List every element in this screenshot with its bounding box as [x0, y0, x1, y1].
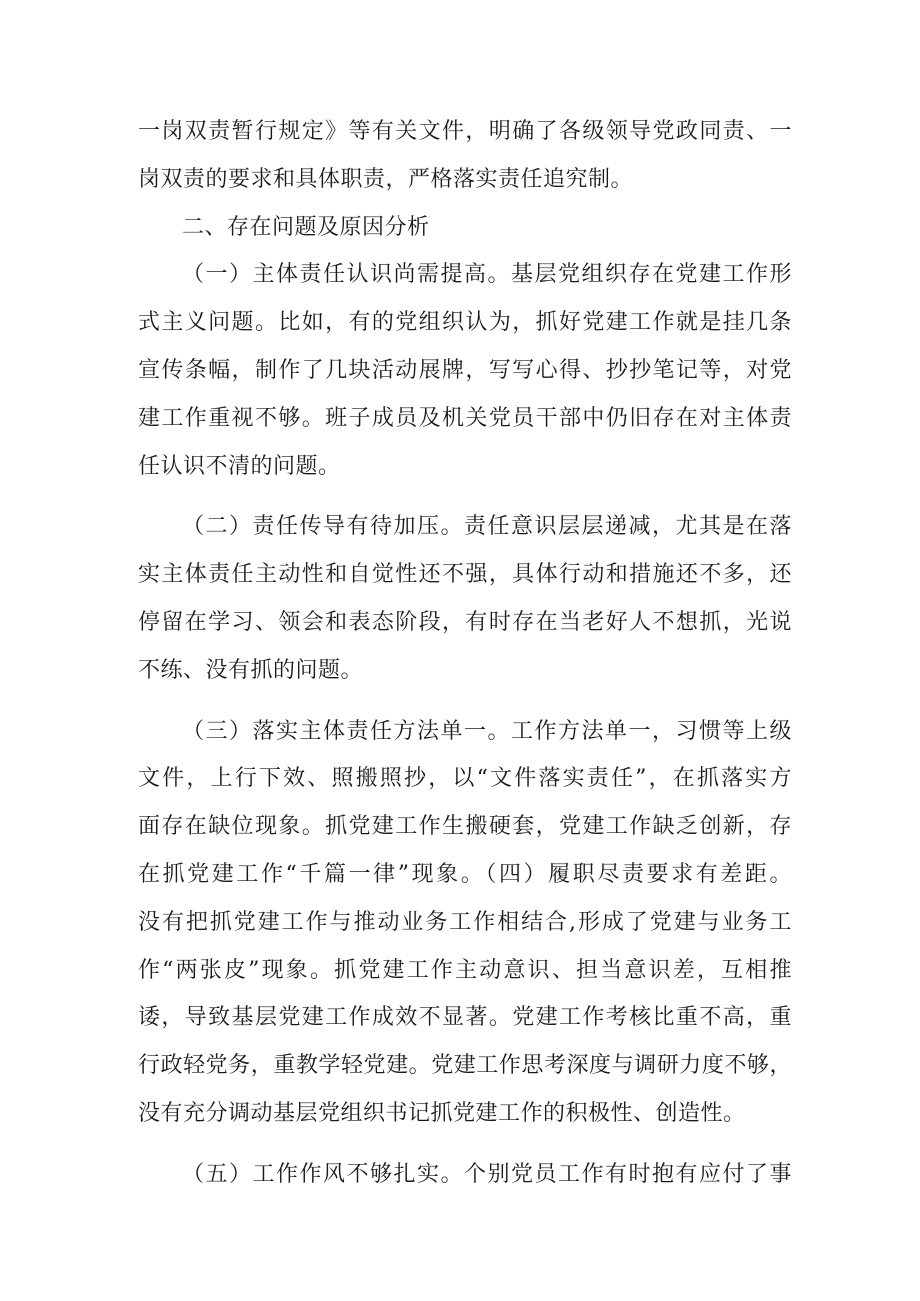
text-line: 岗双责的要求和具体职责，严格落实责任追究制。 — [138, 166, 634, 192]
text-line: （一）主体责任认识尚需提高。基层党组织存在党建工作形 — [182, 262, 792, 288]
text-line: 一岗双责暂行规定》等有关文件，明确了各级领导党政同责、一 — [138, 119, 792, 144]
text-line: 建工作重视不够。班子成员及机关党员干部中仍旧存在对主体责 — [138, 405, 792, 431]
document-body — [138, 108, 792, 1199]
text-line: 任认识不清的问题。 — [138, 453, 341, 479]
text-line: （三）落实主体责任方法单一。工作方法单一，习惯等上级 — [182, 718, 792, 744]
text-line: 宣传条幅，制作了几块活动展牌，写写心得、抄抄笔记等，对党 — [138, 357, 792, 383]
text-line: 没有把抓党建工作与推动业务工作相结合,形成了党建与业务工 — [138, 909, 792, 935]
text-line: 不练、没有抓的问题。 — [138, 657, 364, 683]
text-line: 在抓党建工作“千篇一律”现象。（四）履职尽责要求有差距。 — [138, 861, 792, 887]
text-line: 作“两张皮”现象。抓党建工作主动意识、担当意识差，互相推 — [138, 957, 792, 983]
text-line: 二、存在问题及原因分析 — [182, 214, 430, 240]
text-line: 实主体责任主动性和自觉性还不强，具体行动和措施还不多，还 — [138, 562, 792, 588]
text-line: 停留在学习、领会和表态阶段，有时存在当老好人不想抓，光说 — [138, 609, 792, 635]
text-line: 行政轻党务，重教学轻党建。党建工作思考深度与调研力度不够， — [138, 1053, 792, 1079]
text-line: 文件，上行下效、照搬照抄，以“文件落实责任”，在抓落实方 — [138, 766, 792, 792]
text-line: 式主义问题。比如，有的党组织认为，抓好党建工作就是挂几条 — [138, 310, 792, 336]
text-line: 诿，导致基层党建工作成效不显著。党建工作考核比重不高，重 — [138, 1005, 792, 1031]
text-line: 没有充分调动基层党组织书记抓党建工作的积极性、创造性。 — [138, 1100, 746, 1126]
text-line: 面存在缺位现象。抓党建工作生搬硬套，党建工作缺乏创新，存 — [138, 814, 792, 840]
text-line: （五）工作作风不够扎实。个别党员工作有时抱有应付了事 — [182, 1161, 792, 1187]
text-line: （二）责任传导有待加压。责任意识层层递减，尤其是在落 — [182, 514, 792, 540]
